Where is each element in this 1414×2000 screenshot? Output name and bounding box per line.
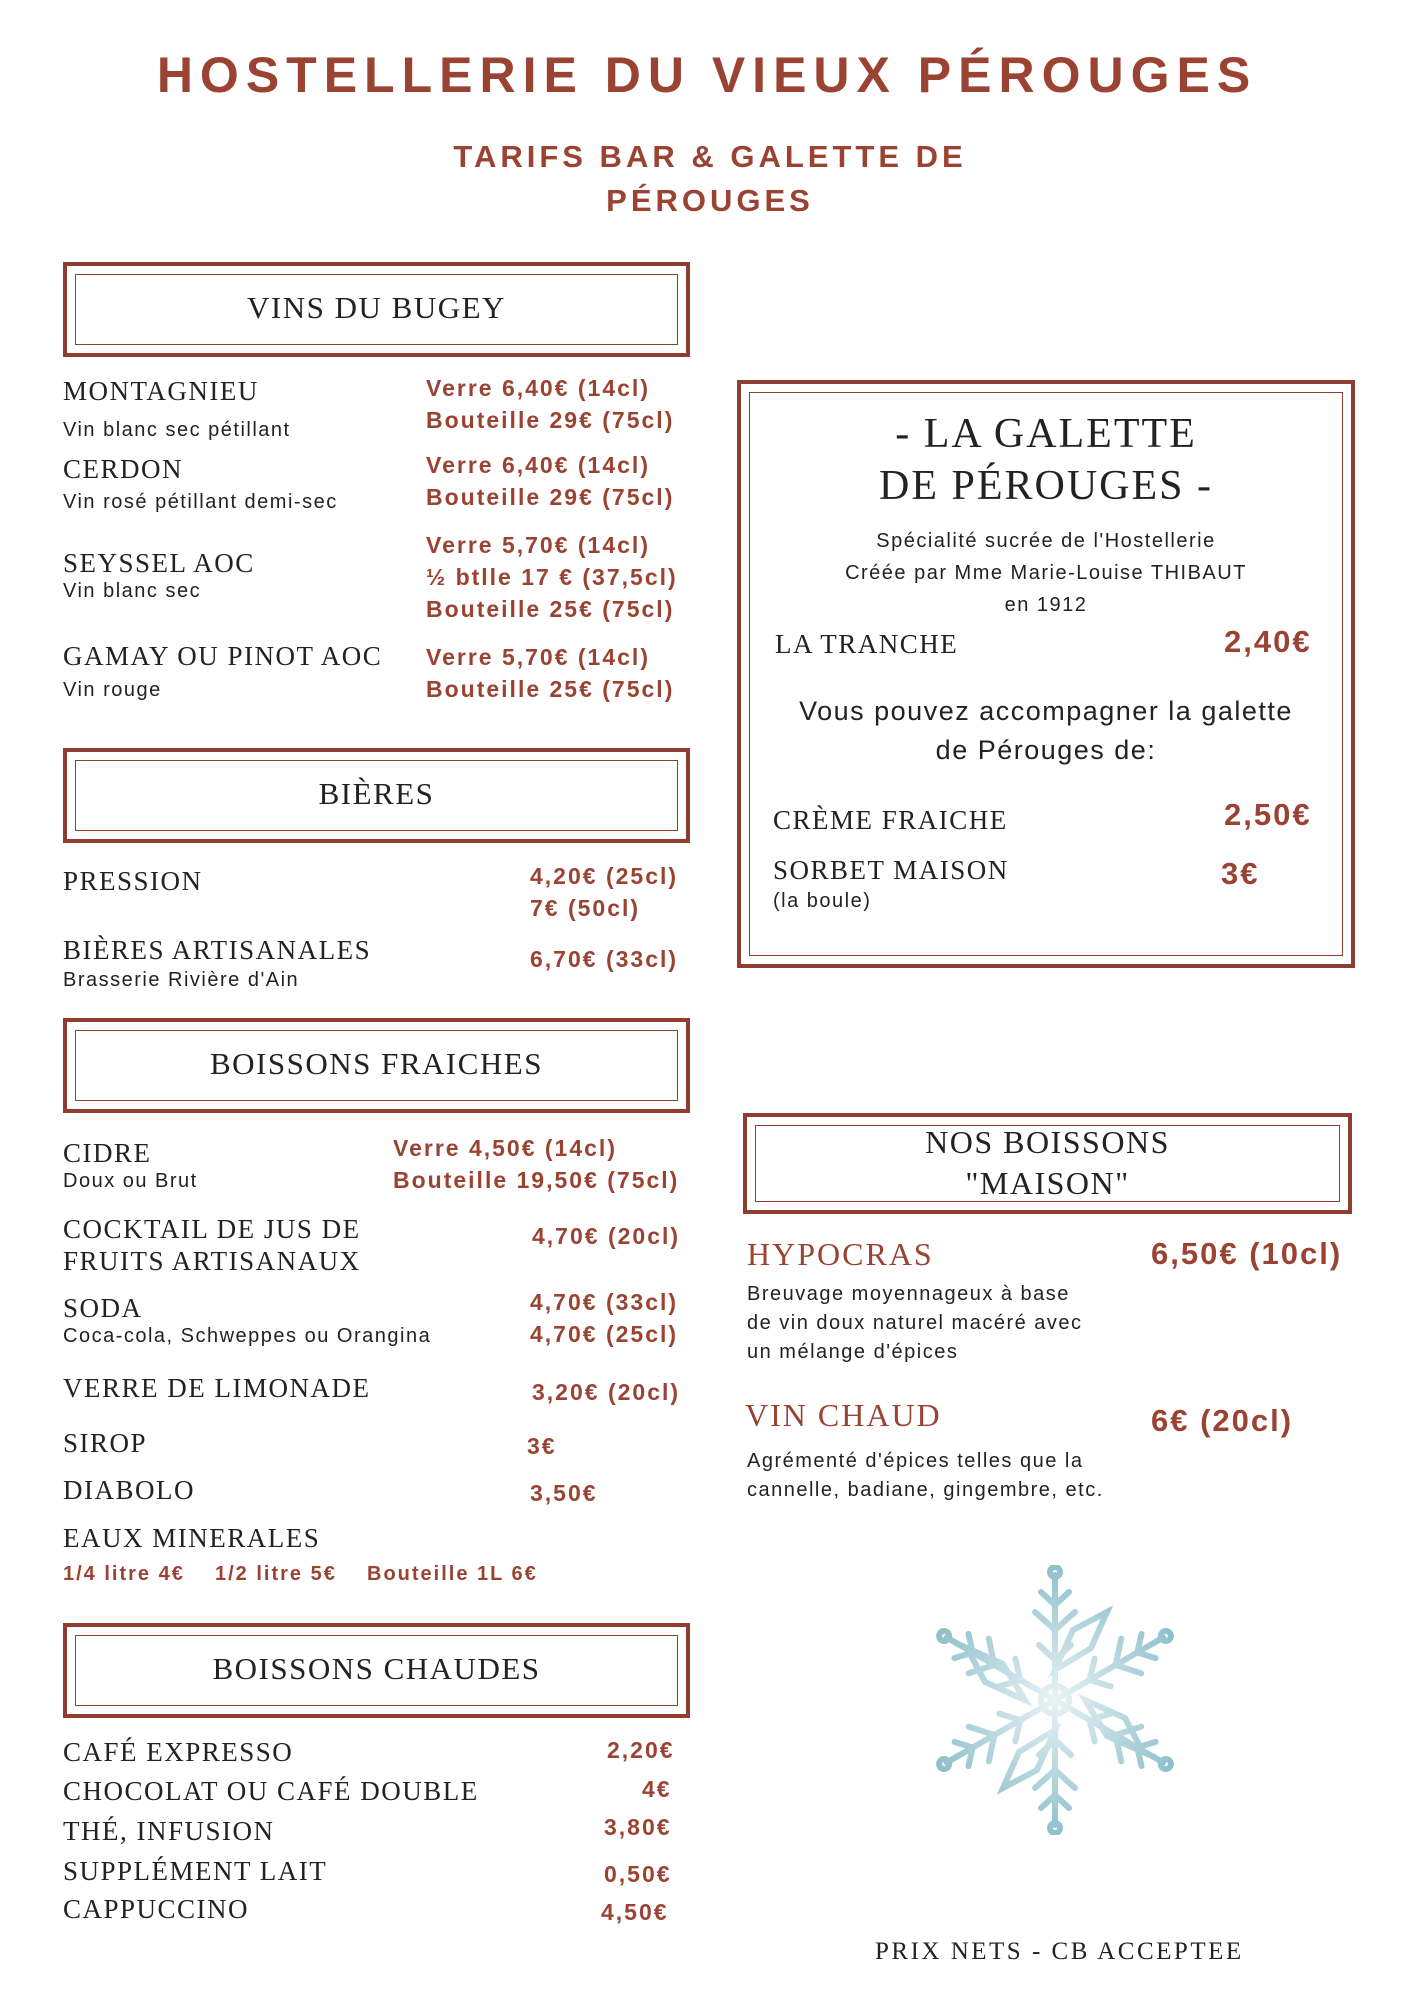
hypocras-price: 6,50€ (10cl)	[1151, 1236, 1343, 1271]
hypocras-name: HYPOCRAS	[747, 1236, 934, 1272]
accompany-line: Vous pouvez accompagner la galette	[799, 696, 1293, 726]
hot-drink-name: CAFÉ EXPRESSO	[63, 1737, 294, 1767]
hot-drink-price: 3,80€	[604, 1814, 672, 1840]
subtitle-line-2: PÉROUGES	[606, 183, 814, 218]
beer-price: 4,20€ (25cl)	[530, 863, 679, 889]
drink-price: 3,50€	[530, 1480, 598, 1506]
section-header-bieres	[63, 748, 690, 843]
wine-price: ½ btlle 17 € (37,5cl)	[426, 564, 678, 590]
hypocras-desc-line: un mélange d'épices	[747, 1341, 959, 1363]
drink-name: DIABOLO	[63, 1475, 195, 1505]
drink-name: SIROP	[63, 1428, 148, 1458]
section-header-fraiches	[63, 1018, 690, 1113]
drink-name: FRUITS ARTISANAUX	[63, 1246, 361, 1276]
section-header-vins	[63, 262, 690, 357]
maison-title-line: NOS BOISSONS	[925, 1124, 1170, 1160]
galette-description	[737, 525, 1355, 621]
creme-label: CRÈME FRAICHE	[773, 805, 1008, 835]
footer-note: PRIX NETS - CB ACCEPTEE	[875, 1938, 1244, 1965]
wine-price: Verre 5,70€ (14cl)	[426, 644, 650, 670]
wine-price: Verre 6,40€ (14cl)	[426, 375, 650, 401]
water-price: 1/2 litre 5€	[215, 1563, 337, 1585]
drink-price: 3€	[527, 1433, 557, 1459]
galette-title	[737, 408, 1355, 512]
hot-drink-name: CAPPUCCINO	[63, 1894, 250, 1924]
galette-title-line-1: - LA GALETTE	[895, 411, 1197, 457]
drink-price: 3,20€ (20cl)	[532, 1379, 681, 1405]
wine-desc: Vin rosé pétillant demi-sec	[63, 491, 338, 513]
section-title-maison	[747, 1122, 1348, 1204]
section-title-fraiches: BOISSONS FRAICHES	[209, 1046, 543, 1081]
vin-chaud-desc-line: Agrémenté d'épices telles que la	[747, 1450, 1084, 1472]
accompany-line: de Pérouges de:	[935, 735, 1157, 765]
section-header-chaudes	[63, 1623, 690, 1718]
section-title-chaudes: BOISSONS CHAUDES	[212, 1651, 541, 1686]
hot-drink-name: SUPPLÉMENT LAIT	[63, 1856, 328, 1886]
wine-price: Bouteille 29€ (75cl)	[426, 484, 675, 510]
wine-name: SEYSSEL AOC	[63, 548, 255, 578]
section-title-vins: VINS DU BUGEY	[247, 290, 506, 325]
wine-price: Bouteille 25€ (75cl)	[426, 596, 675, 622]
hot-drink-price: 0,50€	[604, 1861, 672, 1887]
galette-desc-line: en 1912	[1004, 594, 1088, 616]
wine-price: Verre 5,70€ (14cl)	[426, 532, 650, 558]
wine-desc: Vin rouge	[63, 679, 162, 701]
sorbet-label: SORBET MAISON	[773, 855, 1009, 885]
page-subtitle	[380, 135, 1040, 223]
tranche-label: LA TRANCHE	[775, 629, 959, 659]
hypocras-desc-line: Breuvage moyennageux à base	[747, 1283, 1070, 1305]
hot-drink-name: THÉ, INFUSION	[63, 1816, 275, 1846]
water-price: 1/4 litre 4€	[63, 1563, 185, 1585]
vin-chaud-name: VIN CHAUD	[745, 1397, 942, 1433]
creme-price: 2,50€	[1224, 797, 1312, 832]
galette-desc-line: Spécialité sucrée de l'Hostellerie	[876, 530, 1216, 552]
galette-desc-line: Créée par Mme Marie-Louise THIBAUT	[845, 562, 1247, 584]
sorbet-price: 3€	[1221, 856, 1260, 891]
drink-price: Bouteille 19,50€ (75cl)	[393, 1167, 680, 1193]
section-header-maison	[743, 1113, 1352, 1214]
tranche-price: 2,40€	[1224, 624, 1312, 659]
vin-chaud-price: 6€ (20cl)	[1151, 1403, 1294, 1438]
drink-name: CIDRE	[63, 1138, 152, 1168]
drink-price: 4,70€ (25cl)	[530, 1321, 679, 1347]
subtitle-line-1: TARIFS BAR & GALETTE DE	[453, 139, 967, 174]
drink-name: COCKTAIL DE JUS DE	[63, 1214, 361, 1244]
water-price: Bouteille 1L 6€	[367, 1563, 538, 1585]
drink-price: 4,70€ (20cl)	[532, 1223, 681, 1249]
snowflake-icon	[920, 1565, 1190, 1835]
maison-title-line: "MAISON"	[965, 1165, 1130, 1201]
drink-desc: Coca-cola, Schweppes ou Orangina	[63, 1325, 432, 1347]
hot-drink-price: 2,20€	[607, 1737, 675, 1763]
galette-title-line-2: DE PÉROUGES -	[878, 463, 1213, 509]
beer-name: PRESSION	[63, 866, 203, 896]
vin-chaud-desc	[747, 1447, 1187, 1505]
beer-price: 7€ (50cl)	[530, 895, 641, 921]
beer-name: BIÈRES ARTISANALES	[63, 935, 372, 965]
hot-drink-price: 4,50€	[601, 1899, 669, 1925]
section-title-bieres: BIÈRES	[318, 776, 435, 811]
accompany-text	[737, 692, 1355, 770]
wine-name: GAMAY OU PINOT AOC	[63, 641, 383, 671]
wine-name: MONTAGNIEU	[63, 376, 259, 406]
hot-drink-price: 4€	[642, 1776, 672, 1802]
drink-price: Verre 4,50€ (14cl)	[393, 1135, 617, 1161]
hot-drink-name: CHOCOLAT OU CAFÉ DOUBLE	[63, 1776, 479, 1806]
hypocras-desc	[747, 1280, 1134, 1367]
wine-desc: Vin blanc sec pétillant	[63, 419, 291, 441]
hypocras-desc-line: de vin doux naturel macéré avec	[747, 1312, 1083, 1334]
drink-price: 4,70€ (33cl)	[530, 1289, 679, 1315]
drink-name: SODA	[63, 1293, 143, 1323]
sorbet-sub: (la boule)	[773, 890, 872, 912]
drink-desc: Doux ou Brut	[63, 1170, 198, 1192]
wine-name: CERDON	[63, 454, 184, 484]
wine-price: Bouteille 25€ (75cl)	[426, 676, 675, 702]
beer-desc: Brasserie Rivière d'Ain	[63, 969, 300, 991]
beer-price: 6,70€ (33cl)	[530, 946, 679, 972]
wine-price: Bouteille 29€ (75cl)	[426, 407, 675, 433]
drink-name: EAUX MINERALES	[63, 1523, 321, 1553]
page-title: HOSTELLERIE DU VIEUX PÉROUGES	[156, 47, 1258, 103]
drink-name: VERRE DE LIMONADE	[63, 1373, 371, 1403]
wine-desc: Vin blanc sec	[63, 580, 202, 602]
wine-price: Verre 6,40€ (14cl)	[426, 452, 650, 478]
vin-chaud-desc-line: cannelle, badiane, gingembre, etc.	[747, 1479, 1104, 1501]
